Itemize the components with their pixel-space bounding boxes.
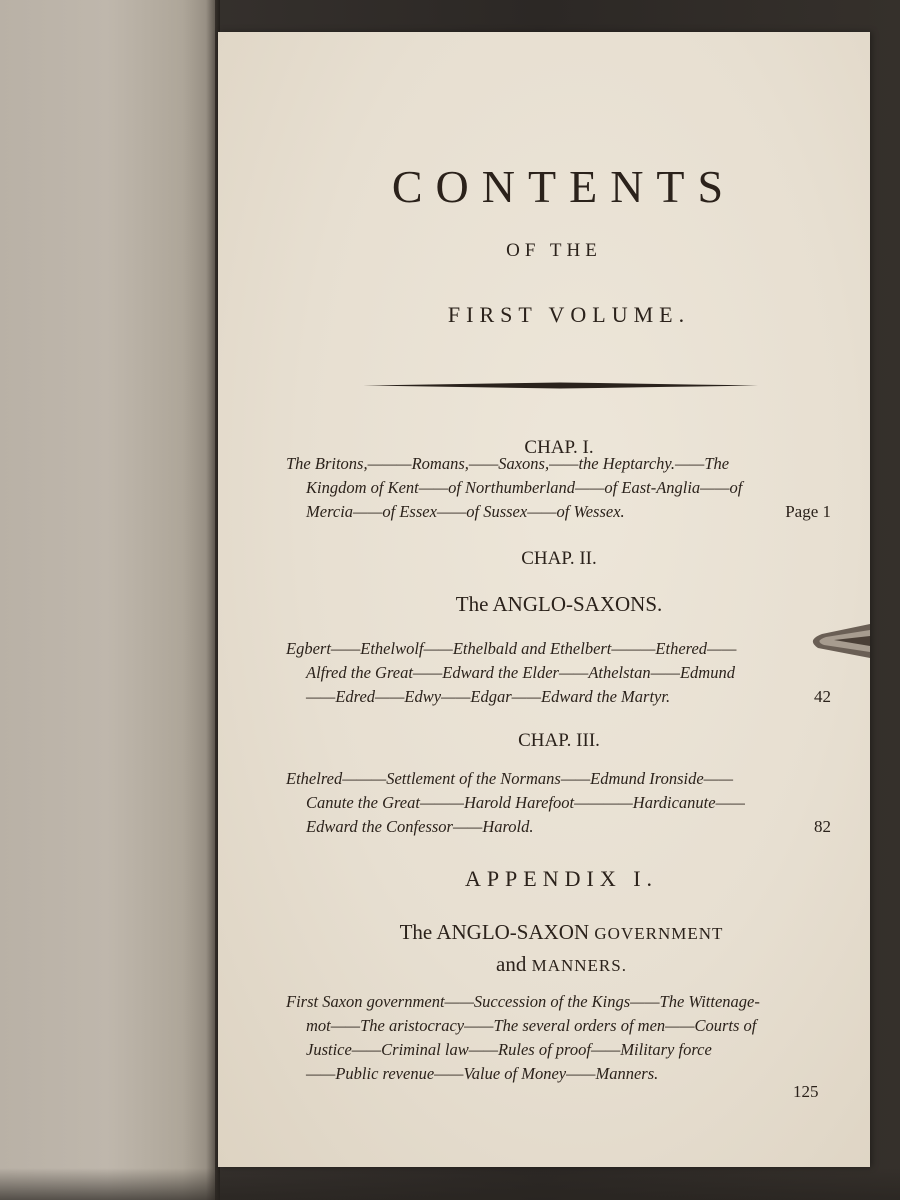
- appendix-line: ——Public revenue——Value of Money——Manners.: [306, 1064, 659, 1083]
- chapter-3-line: Ethelred———Settlement of the Normans——Edmund Ironside——: [286, 769, 734, 788]
- chapter-3-line: [286, 815, 831, 839]
- page-subtitle-volume: FIRST VOLUME.: [447, 302, 691, 327]
- bookmark-ribbon: [800, 618, 870, 664]
- appendix-line: First Saxon government——Succession of the Kings——The Wittenage-: [286, 992, 760, 1011]
- appendix-page-number: 125: [793, 1082, 819, 1101]
- chapter-2-line: Alfred the Great——Edward the Elder——Athelstan——Edmund: [306, 663, 735, 682]
- chapter-3-heading: CHAP. III.: [518, 730, 600, 751]
- appendix-heading: APPENDIX I.: [464, 866, 659, 891]
- chapter-3-line-text: Edward the Confessor——Harold.: [306, 817, 534, 836]
- chapter-1-line: Kingdom of Kent——of Northumberland——of East-Anglia——of: [306, 478, 743, 497]
- chapter-2-entry: [286, 637, 831, 709]
- bottom-shadow: [0, 1168, 900, 1200]
- chapter-1-page-number: Page 1: [785, 502, 831, 521]
- appendix-subtitle-smallcaps: GOVERNMENT: [594, 924, 724, 943]
- chapter-3-entry: [286, 767, 831, 839]
- chapter-2-heading: CHAP. II.: [521, 548, 597, 569]
- chapter-2-section-title: The ANGLO-SAXONS.: [455, 592, 663, 616]
- appendix-subtitle-prefix: and: [496, 952, 527, 976]
- ornamental-rule: [363, 381, 758, 390]
- chapter-2-line: [286, 685, 831, 709]
- appendix-subtitle-line-2: [218, 952, 870, 977]
- appendix-line: mot——The aristocracy——The several orders of men——Courts of: [306, 1016, 757, 1035]
- appendix-line: Justice——Criminal law——Rules of proof——Military force: [306, 1040, 712, 1059]
- appendix-subtitle-prefix: The ANGLO-SAXON: [399, 920, 590, 944]
- contents-page: [218, 32, 870, 1167]
- chapter-3-line: Canute the Great———Harold Harefoot————Hardicanute——: [306, 793, 745, 812]
- chapter-2-line-text: ——Edred——Edwy——Edgar——Edward the Martyr.: [306, 687, 671, 706]
- chapter-1-line: [286, 500, 831, 524]
- page-title: CONTENTS: [391, 161, 737, 212]
- chapter-1-line: The Britons,———Romans,——Saxons,——the Heptarchy.——The: [286, 454, 730, 473]
- chapter-3-page-number: 82: [814, 817, 831, 836]
- chapter-2-page-number: 42: [814, 687, 831, 706]
- page-subtitle-of-the: OF THE: [506, 240, 602, 261]
- appendix-entry: [286, 990, 831, 1086]
- chapter-1-entry: [286, 452, 831, 524]
- chapter-1-heading: CHAP. I.: [524, 437, 594, 458]
- appendix-subtitle-line-1: [218, 920, 870, 945]
- chapter-1-line-text: Mercia——of Essex——of Sussex——of Wessex.: [306, 502, 625, 521]
- chapter-2-line: Egbert——Ethelwolf——Ethelbald and Ethelbert———Ethered——: [286, 639, 737, 658]
- appendix-subtitle-smallcaps: MANNERS.: [531, 956, 627, 975]
- left-page: [0, 0, 215, 1200]
